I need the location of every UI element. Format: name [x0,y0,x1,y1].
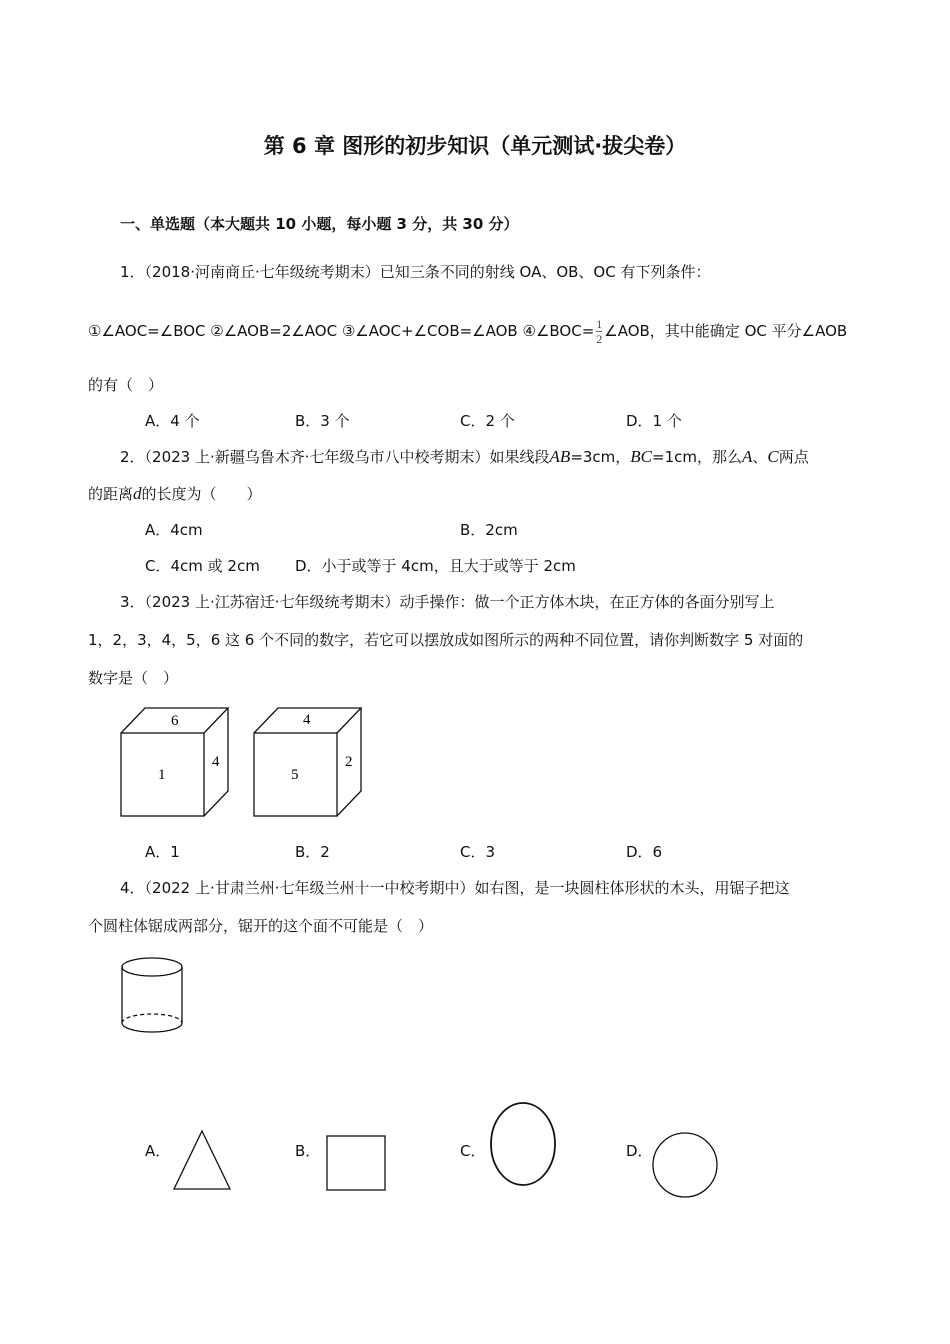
q2-segment-bc: BC [630,447,653,466]
cube-two-side-number: 2 [345,754,353,770]
q4-option-a[interactable]: A． [145,1142,171,1160]
q2-line2 [88,483,262,504]
q2-source: 2．（2023 上·新疆乌鲁木齐·七年级乌市八中校考期末）如果线段 [120,448,550,466]
q1-conditions-tail: ∠AOB，其中能确定 OC 平分∠AOB [604,322,848,340]
q3-cubes-figure [118,704,368,820]
square-shape [324,1133,388,1193]
q1-option-c[interactable]: C．2 个 [460,412,515,430]
q3-line2: 1，2，3，4，5，6 这 6 个不同的数字，若它可以摆放成如图所示的两种不同位置，请你判断数字 5 对面的 [88,631,804,649]
page-title: 第 6 章 图形的初步知识（单元测试·拔尖卷） [263,134,687,158]
q2-segment-ab: AB [549,447,571,466]
q2-question: 的长度为（ ） [141,485,262,503]
q2-separator: 、 [752,448,768,466]
q3-option-b[interactable]: B．2 [295,843,330,861]
q1-option-b[interactable]: B．3 个 [295,412,350,430]
triangle-shape [170,1128,234,1192]
circle-shape [650,1130,720,1200]
cylinder-bottom-front-arc [122,1023,182,1032]
q1-line3: 的有（ ） [88,376,164,394]
q4-option-b[interactable]: B． [295,1142,321,1160]
q2-distance-d: d [133,484,142,503]
q2-bc-value: =1cm，那么 [652,448,743,466]
q2-point-a: A [742,447,753,466]
q2-option-a[interactable]: A．4cm [145,521,203,539]
cube-one-top-number: 6 [171,713,179,729]
section-heading: 一、单选题（本大题共 10 小题，每小题 3 分，共 30 分） [120,215,519,233]
oval-shape [488,1100,558,1188]
q3-option-c[interactable]: C．3 [460,843,496,861]
cylinder-bottom-hidden-arc [122,1014,182,1023]
cube-two-top-number: 4 [303,712,311,728]
cube-one-front-number: 1 [158,767,166,783]
q2-option-c[interactable]: C．4cm 或 2cm [145,557,260,575]
q2-distance-label: 的距离 [88,485,134,503]
q2-ab-value: =3cm， [570,448,631,466]
q3-option-d[interactable]: D．6 [626,843,663,861]
q2-option-d[interactable]: D．小于或等于 4cm，且大于或等于 2cm [295,557,576,575]
q3-line3: 数字是（ ） [88,669,179,687]
q1-line2 [88,313,847,349]
cylinder-figure [116,955,188,1037]
cube-two-front-number: 5 [291,767,299,783]
q4-line1: 4．（2022 上·甘肃兰州·七年级兰州十一中校考期中）如右图，是一块圆柱体形状的木头，用锯子把这 [120,879,790,897]
q1-option-d[interactable]: D．1 个 [626,412,682,430]
q4-line2: 个圆柱体锯成两部分，锯开的这个面不可能是（ ） [88,917,434,935]
q1-conditions: ①∠AOC=∠BOC ②∠AOB=2∠AOC ③∠AOC+∠COB=∠AOB ④∠BOC= [88,322,595,340]
fraction-numerator: 1 [596,317,603,331]
q4-option-d[interactable]: D． [626,1142,653,1160]
fraction-one-half [596,317,602,346]
q2-point-c: C [767,447,779,466]
q3-line1: 3．（2023 上·江苏宿迁·七年级统考期末）动手操作：做一个正方体木块，在正方体的各面分别写上 [120,593,775,611]
q1-option-a[interactable]: A．4 个 [145,412,200,430]
q2-tail: 两点 [778,448,809,466]
q2-option-b[interactable]: B．2cm [460,521,518,539]
q2-line1 [120,446,809,467]
q4-option-c[interactable]: C． [460,1142,486,1160]
q3-option-a[interactable]: A．1 [145,843,180,861]
cylinder-top-ellipse [122,958,182,976]
fraction-denominator: 2 [596,332,603,346]
q1-line1: 1．（2018·河南商丘·七年级统考期末）已知三条不同的射线 OA、OB、OC 有下列条件： [120,263,711,281]
cube-one-side-number: 4 [212,754,220,770]
